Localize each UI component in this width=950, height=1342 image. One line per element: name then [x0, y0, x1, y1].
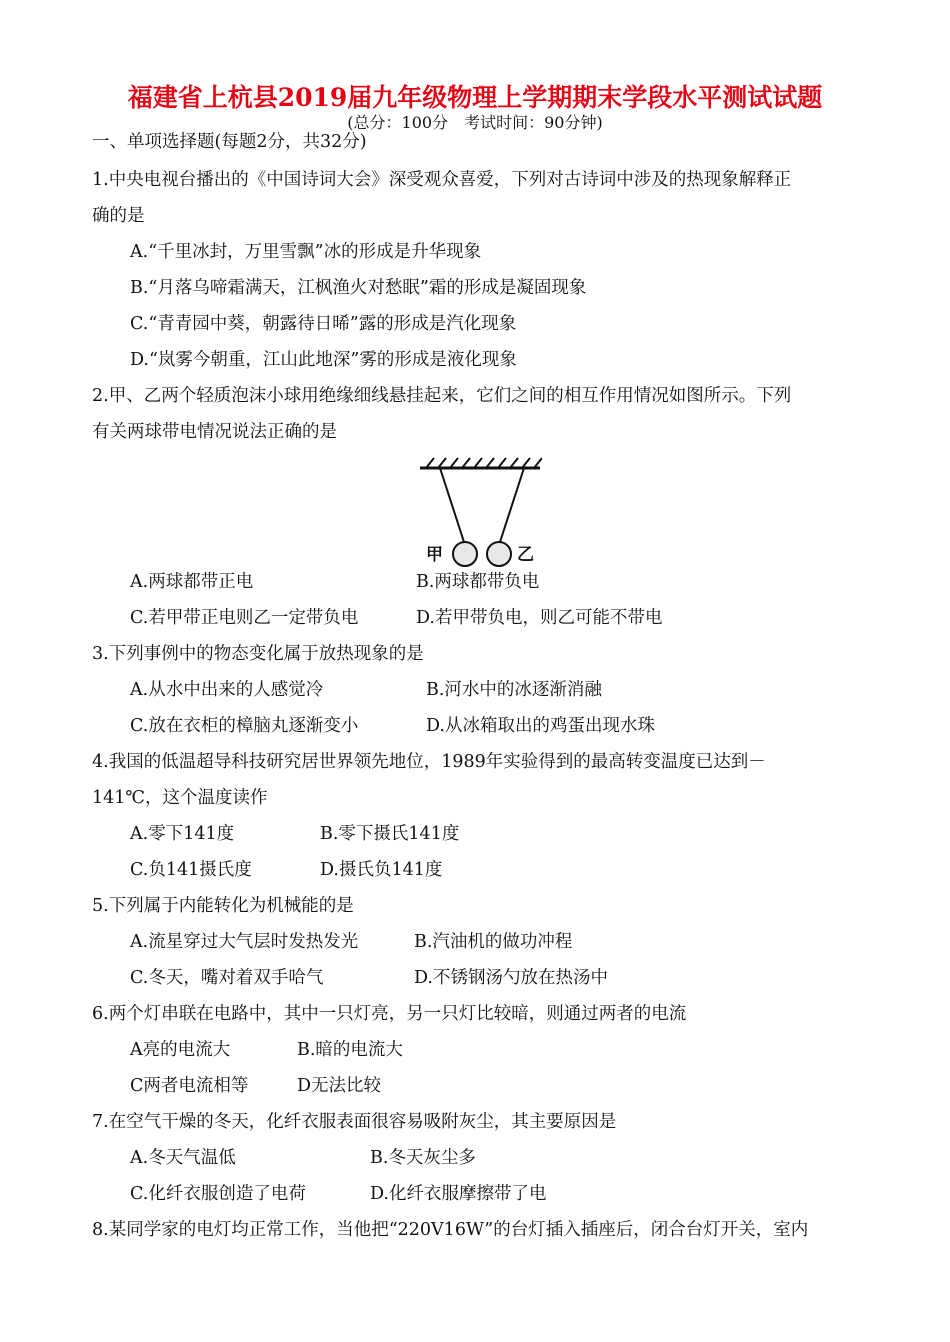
page-title: 福建省上杭县2019届九年级物理上学期期末学段水平测试试题: [127, 83, 823, 112]
question-1-option-c: C.“青青园中葵，朝露待日晞”露的形成是汽化现象: [130, 314, 517, 334]
question-2-stem: 2.甲、乙两个轻质泡沫小球用绝缘细线悬挂起来，它们之间的相互作用情况如图所示。下列: [92, 386, 792, 406]
question-7-option-c: C.化纤衣服创造了电荷: [130, 1184, 306, 1204]
ball-yi: [487, 542, 511, 566]
label-jia: 甲: [426, 545, 443, 565]
question-5-stem: 5.下列属于内能转化为机械能的是: [92, 896, 354, 916]
question-4-option-d: D.摄氏负141度: [320, 860, 443, 880]
hanging-balls-diagram: [418, 454, 542, 572]
question-7-option-b: B.冬天灰尘多: [370, 1148, 476, 1168]
question-6-option-b: B.暗的电流大: [297, 1040, 403, 1060]
question-2-option-c: C.若甲带正电则乙一定带负电: [130, 608, 359, 628]
question-3-stem: 3.下列事例中的物态变化属于放热现象的是: [92, 644, 424, 664]
exam-info: (总分：100分 考试时间：90分钟): [347, 113, 603, 132]
question-2-stem-cont: 有关两球带电情况说法正确的是: [92, 422, 337, 442]
question-5-option-b: B.汽油机的做功冲程: [414, 932, 573, 952]
question-5-option-a: A.流星穿过大气层时发热发光: [130, 932, 359, 952]
thread-left: [440, 468, 464, 542]
question-6-option-c: C两者电流相等: [130, 1076, 249, 1096]
question-4-option-a: A.零下141度: [130, 824, 235, 844]
question-1-option-d: D.“岚雾今朝重，江山此地深”雾的形成是液化现象: [130, 350, 517, 370]
question-7-option-d: D.化纤衣服摩擦带了电: [370, 1184, 547, 1204]
question-8-stem: 8.某同学家的电灯均正常工作，当他把“220V16W”的台灯插入插座后，闭合台灯开关，室内: [92, 1220, 809, 1240]
question-5-option-d: D.不锈钢汤勺放在热汤中: [414, 968, 608, 988]
question-4-stem: 4.我国的低温超导科技研究居世界领先地位，1989年实验得到的最高转变温度已达到－: [92, 752, 766, 772]
question-7-option-a: A.冬天气温低: [130, 1148, 236, 1168]
ceiling-support: [420, 458, 542, 468]
question-2-option-b: B.两球都带负电: [416, 572, 540, 592]
question-4-option-b: B.零下摄氏141度: [320, 824, 460, 844]
question-4-option-c: C.负141摄氏度: [130, 860, 252, 880]
question-1-stem: 1.中央电视台播出的《中国诗词大会》深受观众喜爱，下列对古诗词中涉及的热现象解释正: [92, 170, 792, 190]
question-3-option-b: B.河水中的冰逐渐消融: [426, 680, 602, 700]
label-yi: 乙: [517, 545, 534, 565]
thread-right: [500, 468, 524, 542]
question-3-option-c: C.放在衣柜的樟脑丸逐渐变小: [130, 716, 359, 736]
section-heading: 一、单项选择题(每题2分，共32分): [92, 132, 367, 152]
question-4-stem-cont: 141℃，这个温度读作: [92, 788, 268, 808]
question-6-option-a: A亮的电流大: [130, 1040, 231, 1060]
ball-jia: [453, 542, 477, 566]
question-3-option-d: D.从冰箱取出的鸡蛋出现水珠: [426, 716, 655, 736]
question-1-option-b: B.“月落乌啼霜满天，江枫渔火对愁眠”霜的形成是凝固现象: [130, 278, 587, 298]
question-1-stem-cont: 确的是: [92, 206, 145, 226]
question-7-stem: 7.在空气干燥的冬天，化纤衣服表面很容易吸附灰尘，其主要原因是: [92, 1112, 617, 1132]
question-6-stem: 6.两个灯串联在电路中，其中一只灯亮，另一只灯比较暗，则通过两者的电流: [92, 1004, 687, 1024]
question-3-option-a: A.从水中出来的人感觉冷: [130, 680, 324, 700]
question-5-option-c: C.冬天，嘴对着双手哈气: [130, 968, 324, 988]
question-2-option-a: A.两球都带正电: [130, 572, 254, 592]
question-6-option-d: D无法比较: [297, 1076, 382, 1096]
question-2-option-d: D.若甲带负电，则乙可能不带电: [416, 608, 663, 628]
question-1-option-a: A.“千里冰封，万里雪飘”冰的形成是升华现象: [130, 242, 482, 262]
